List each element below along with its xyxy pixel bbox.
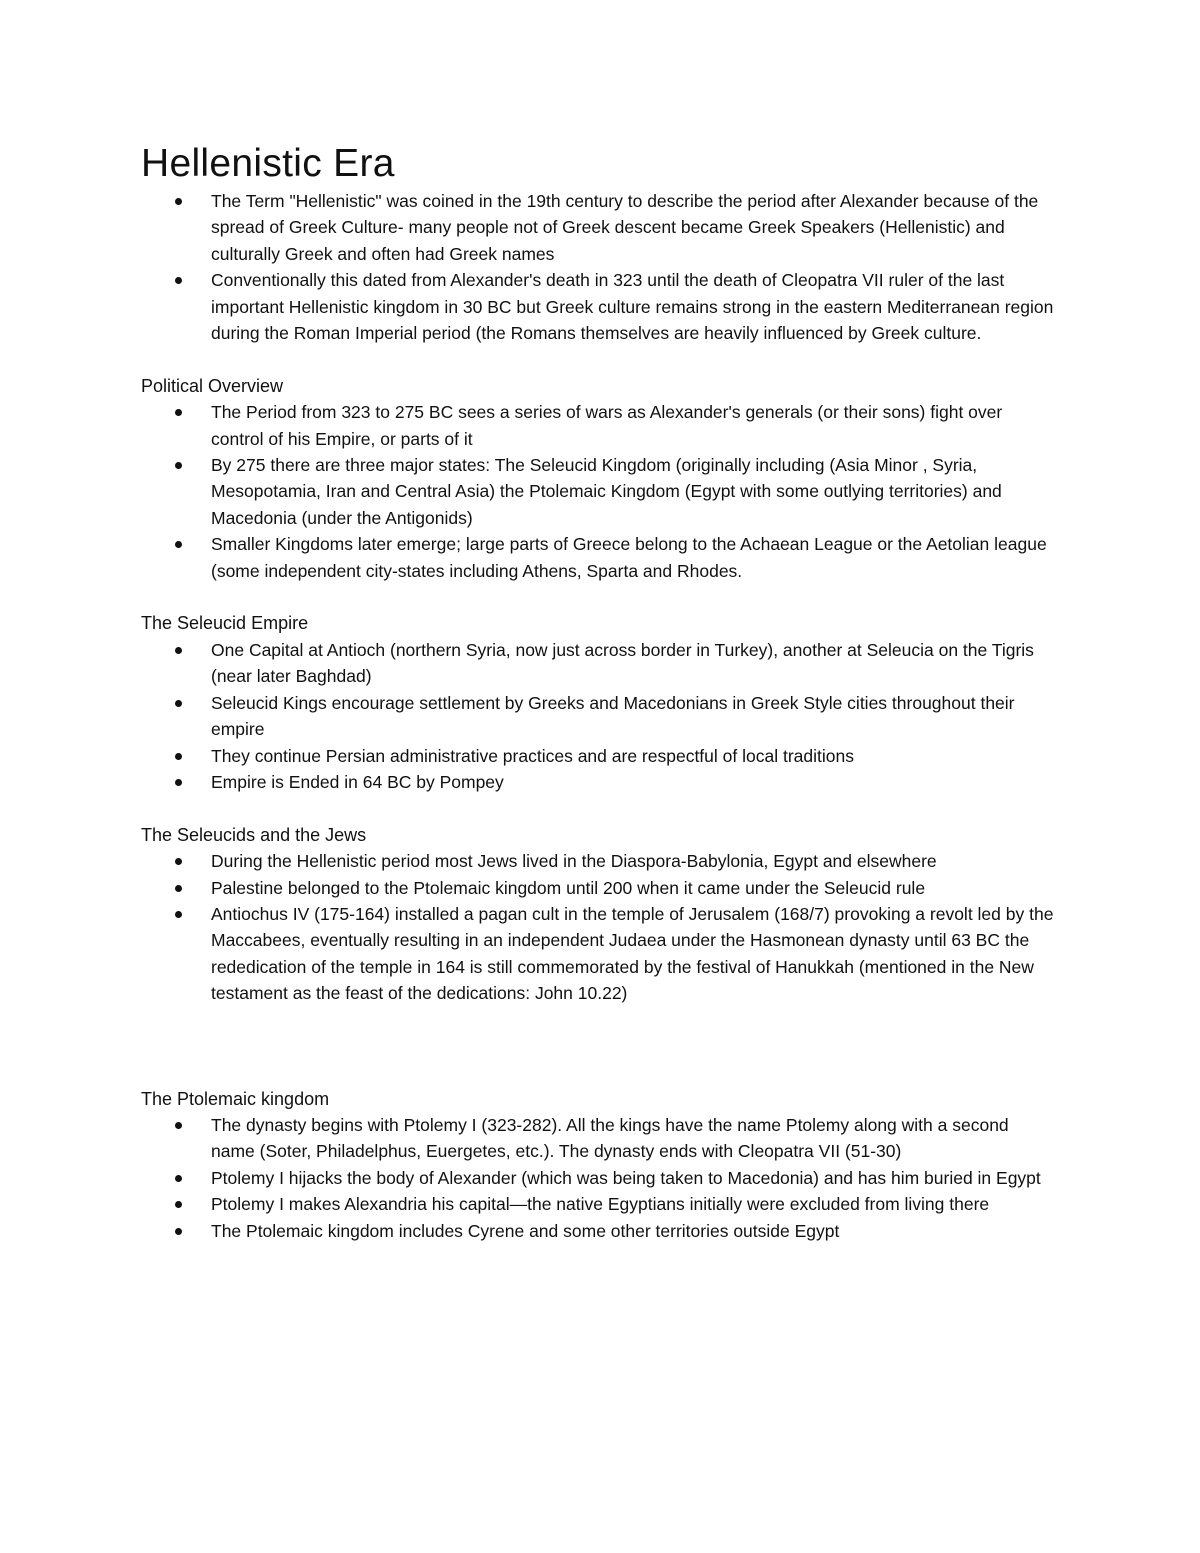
document-body bbox=[141, 140, 1056, 1244]
list-item-text: Smaller Kingdoms later emerge; large parts of Greece belong to the Achaean League or the Aetolian league (some independent city-states including Athens, Sparta and Rhodes. bbox=[211, 534, 1047, 581]
list-item-text: Empire is Ended in 64 BC by Pompey bbox=[211, 771, 504, 792]
list-item-text: Antiochus IV (175-164) installed a pagan cult in the temple of Jerusalem (168/7) provoking a revolt led by the Maccabees, eventually resulting in an independent Judaea under the Hasmonean dynasty until 63 BC the rededication of the temple in 164 is still commemorated by the festival of Hanukkah (mentioned in the New testament as the feast of the dedications: John 10.22) bbox=[211, 903, 1054, 1004]
bullet-icon bbox=[175, 858, 182, 865]
bullet-list bbox=[141, 399, 1056, 584]
bullet-icon bbox=[175, 779, 182, 786]
list-item-text: Seleucid Kings encourage settlement by Greeks and Macedonians in Greek Style cities throughout their empire bbox=[211, 692, 1015, 740]
list-item-text: The Period from 323 to 275 BC sees a series of wars as Alexander's generals (or their sons) fight over control of his Empire, or parts of it bbox=[211, 402, 1003, 449]
bullet-icon bbox=[175, 911, 182, 918]
bullet-icon bbox=[175, 753, 182, 760]
spacer bbox=[141, 346, 1056, 372]
list-item-text: By 275 there are three major states: The Seleucid Kingdom (originally including (Asia Minor , Syria, Mesopotamia, Iran and Central Asia) the Ptolemaic Kingdom (Egypt with some outlying territories) and Macedonia (under the Antigonids) bbox=[211, 455, 1002, 528]
bullet-icon bbox=[175, 198, 182, 205]
bullet-icon bbox=[175, 700, 182, 707]
list-item-text: The Term "Hellenistic" was coined in the 19th century to describe the period after Alexander because of the spread of Greek Culture- many people not of Greek descent became Greek Speakers (Hellenistic) and culturally Greek and often had Greek names bbox=[211, 191, 1039, 264]
list-item bbox=[141, 743, 1056, 769]
bullet-icon bbox=[175, 1175, 182, 1182]
bullet-icon bbox=[175, 885, 182, 892]
list-item-text: The dynasty begins with Ptolemy I (323-282). All the kings have the name Ptolemy along with a second name (Soter, Philadelphus, Euergetes, etc.). The dynasty ends with Cleopatra VII (51-30) bbox=[211, 1114, 1009, 1162]
list-item-text: Ptolemy I hijacks the body of Alexander (which was being taken to Macedonia) and has him buried in Egypt bbox=[211, 1167, 1041, 1188]
section-heading: The Seleucid Empire bbox=[141, 613, 309, 634]
list-item bbox=[141, 637, 1056, 690]
section-heading: Political Overview bbox=[141, 375, 284, 396]
section-seleucid-empire bbox=[141, 610, 1056, 795]
list-item-text: Palestine belonged to the Ptolemaic kingdom until 200 when it came under the Seleucid rule bbox=[211, 877, 926, 898]
spacer bbox=[141, 795, 1056, 821]
list-item-text: One Capital at Antioch (northern Syria, now just across border in Turkey), another at Seleucia on the Tigris (near later Baghdad) bbox=[211, 639, 1034, 687]
section-heading: The Seleucids and the Jews bbox=[141, 824, 367, 845]
section-seleucids-and-jews bbox=[141, 822, 1056, 1007]
list-item bbox=[141, 531, 1056, 584]
bullet-list bbox=[141, 848, 1056, 1006]
bullet-icon bbox=[175, 1201, 182, 1208]
spacer bbox=[141, 584, 1056, 610]
bullet-icon bbox=[175, 409, 182, 416]
list-item-text: During the Hellenistic period most Jews lived in the Diaspora-Babylonia, Egypt and elsewhere bbox=[211, 851, 937, 872]
list-item bbox=[141, 848, 1056, 874]
list-item bbox=[141, 690, 1056, 743]
list-item bbox=[141, 1218, 1056, 1244]
document-title: Hellenistic Era bbox=[141, 142, 395, 185]
bullet-icon bbox=[175, 541, 182, 548]
list-item-text: The Ptolemaic kingdom includes Cyrene and some other territories outside Egypt bbox=[211, 1220, 840, 1241]
intro-bullet-list bbox=[141, 188, 1056, 346]
section-political-overview bbox=[141, 373, 1056, 584]
list-item-text: Ptolemy I makes Alexandria his capital—the native Egyptians initially were excluded from living there bbox=[211, 1194, 990, 1215]
list-item bbox=[141, 901, 1056, 1007]
list-item bbox=[141, 1112, 1056, 1165]
list-item bbox=[141, 1191, 1056, 1217]
list-item bbox=[141, 188, 1056, 267]
bullet-list bbox=[141, 1112, 1056, 1244]
list-item bbox=[141, 875, 1056, 901]
spacer bbox=[141, 1007, 1056, 1086]
list-item-text: They continue Persian administrative practices and are respectful of local traditions bbox=[211, 745, 854, 766]
bullet-icon bbox=[175, 462, 182, 469]
bullet-icon bbox=[175, 647, 182, 654]
bullet-icon bbox=[175, 1122, 182, 1129]
bullet-list bbox=[141, 637, 1056, 795]
list-item bbox=[141, 267, 1056, 346]
list-item bbox=[141, 399, 1056, 452]
bullet-icon bbox=[175, 1228, 182, 1235]
list-item bbox=[141, 769, 1056, 795]
section-heading: The Ptolemaic kingdom bbox=[141, 1088, 330, 1109]
bullet-icon bbox=[175, 277, 182, 284]
section-ptolemaic-kingdom bbox=[141, 1086, 1056, 1244]
list-item bbox=[141, 1165, 1056, 1191]
list-item-text: Conventionally this dated from Alexander's death in 323 until the death of Cleopatra VII ruler of the last important Hellenistic kingdom in 30 BC but Greek culture remains strong in the eastern Mediterranean region during the Roman Imperial period (the Romans themselves are heavily influenced by Greek culture. bbox=[211, 270, 1054, 344]
list-item bbox=[141, 452, 1056, 531]
